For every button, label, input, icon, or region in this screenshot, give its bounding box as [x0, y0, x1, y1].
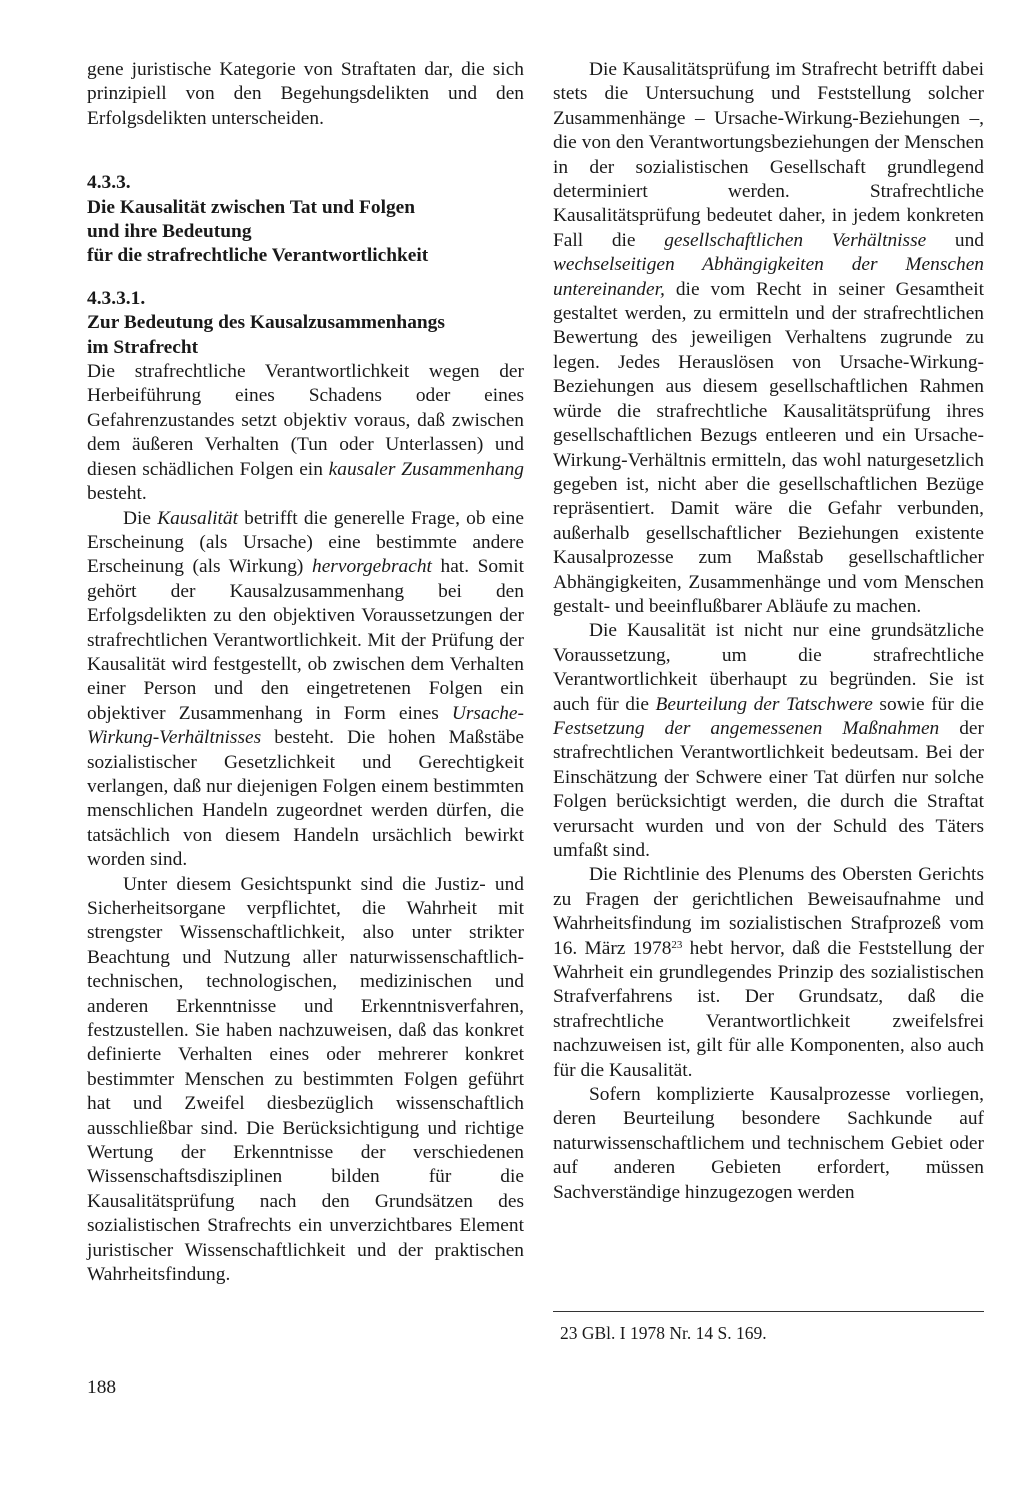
text-run: und	[926, 229, 985, 251]
text-run: hebt hervor, daß die Feststellung der Wahrheit ein grundlegendes Prinzip des sozialistischen Strafverfahrens ist. Der Grundsatz, daß die strafrechtliche Verantwortlichkeit zweifelsfrei nachzuweisen ist, gilt für alle Komponenten, also auch für die Kausalität.	[553, 937, 984, 1081]
right-column	[553, 58, 984, 1205]
section-title-line: für die strafrechtliche Verantwortlichkeit	[87, 245, 429, 267]
section-heading-4-3-3	[87, 171, 524, 269]
text-run: Die Richtlinie des Plenums des Obersten Gerichts zu Fragen der gerichtlichen Beweisaufnahme und Wahrheitsfindung im sozialistischen Strafprozeß vom 16. März 1978	[553, 864, 984, 959]
emphasis-text: wechselseitigen Abhängigkeiten der Menschen untereinander,	[553, 254, 984, 300]
section-number: 4.3.3.	[87, 172, 131, 194]
text-run: sowie für die	[872, 693, 985, 715]
section-heading-4-3-3-1	[87, 287, 524, 360]
text-run: die vom Recht in seiner Gesamtheit gestaltet werden, zu ermitteln und der strafrechtlichen Bewertung des jeweiligen Verhaltens zugrunde zu legen. Jedes Herauslösen von Ursache-Wirkung-Beziehungen aus diesem gesellschaftlichen Rahmen würde die strafrechtliche Kausalitätsprüfung ihres gesellschaftlichen Bezugs entleeren und ein Ursache-Wirkung-Verhältnis ermitteln, das wohl naturgesetzlich gegeben ist, nicht aber die gesellschaftlichen Bezüge repräsentiert. Damit wäre die Gefahr verbunden, außerhalb gesellschaftlicher Beziehungen existente Kausalprozesse zum Maßstab gesellschaftlicher Abhängigkeiten, Zusammenhänge und vom Menschen gestalt- und beeinflußbarer Abläufe zu machen.	[553, 278, 984, 617]
emphasis-text: Ursache-Wirkung-Verhältnisses	[87, 702, 524, 749]
body-paragraph	[553, 863, 984, 1083]
section-title-line: und ihre Bedeutung	[87, 221, 252, 243]
section-title-line: Zur Bedeutung des Kausalzusammenhangs	[87, 312, 445, 334]
text-run: betrifft die generelle Frage, ob eine Erscheinung (als Ursache) eine bestimmte andere Erscheinung (als Wirkung)	[87, 507, 524, 578]
emphasis-text: Festsetzung der angemessenen Maßnahmen	[553, 717, 940, 739]
footnote-reference: 23	[671, 938, 683, 951]
emphasis-text: gesellschaftlichen Verhältnisse	[664, 229, 927, 251]
page-number: 188	[87, 1377, 117, 1398]
body-paragraph	[553, 619, 984, 863]
paragraph-continuation: gene juristische Kategorie von Straftaten dar, die sich prinzipiell von den Begehungsdelikten und den Erfolgsdelikten unterscheiden.	[87, 59, 524, 129]
body-paragraph: Sofern komplizierte Kausalprozesse vorliegen, deren Beurteilung besondere Sachkunde auf naturwissenschaftlichem und technischem Gebiet oder auf anderen Gebieten erfordert, müssen Sachverständige hinzugezogen werden	[553, 1084, 984, 1203]
emphasis-text: Beurteilung der Tatschwere	[655, 693, 873, 715]
text-run: Die	[123, 507, 158, 529]
text-run: Die Kausalitätsprüfung im Strafrecht betrifft dabei stets die Untersuchung und Feststellung solcher Zusammenhänge – Ursache-Wirkung-Beziehungen –, die von den Verantwortungsbeziehungen der Menschen in der sozialistischen Gesellschaft grundlegend determiniert werden. Strafrechtliche Kausalitätsprüfung bedeutet daher, in jedem konkreten Fall die	[553, 59, 984, 251]
section-title-line: im Strafrecht	[87, 336, 199, 358]
body-paragraph	[553, 58, 984, 619]
text-run: besteht. Die hohen Maßstäbe sozialistischer Gesetzlichkeit und Gerechtigkeit verlangen, daß nur diejenigen Folgen einem bestimmten menschlichen Handeln zugeordnet werden dürfen, die tatsächlich von diesem Handeln ursächlich bewirkt worden sind.	[87, 727, 524, 871]
body-paragraph	[87, 360, 524, 506]
emphasis-text: hervorgebracht	[312, 556, 432, 578]
body-paragraph: Unter diesem Gesichtspunkt sind die Justiz- und Sicherheitsorgane verpflichtet, die Wahrheit mit strengster Wissenschaftlichkeit, also unter strikter Beachtung und Nutzung aller naturwissenschaftlich-technischen, technologischen, medizinischen und anderen Erkenntnisse und Erkenntnisverfahren, festzustellen. Sie haben nachzuweisen, daß das konkret definierte Verhalten eines oder mehrerer konkret bestimmter Menschen zu bestimmten Folgen geführt hat und Zweifel diesbezüglich wissenschaftlich ausschließbar sind. Die Berücksichtigung und richtige Wertung der Erkenntnisse der verschiedenen Wissenschaftsdisziplinen bilden für die Kausalitätsprüfung nach den Grundsätzen des sozialistischen Strafrechts ein unverzichtbares Element juristischer Wissenschaftlichkeit und der praktischen Wahrheitsfindung.	[87, 873, 524, 1286]
text-run: hat. Somit gehört der Kausalzusammenhang bei den Erfolgsdelikten zu den objektiven Voraussetzungen der strafrechtlichen Verantwortlichkeit. Mit der Prüfung der Kausalität wird festgestellt, ob zwischen dem Verhalten einer Person und den eingetretenen Folgen ein objektiver Zusammenhang in Form eines	[87, 556, 524, 724]
emphasis-text: kausaler Zusammenhang	[328, 458, 525, 480]
section-title-line: Die Kausalität zwischen Tat und Folgen	[87, 196, 416, 218]
section-number: 4.3.3.1.	[87, 287, 146, 309]
text-run: der strafrechtlichen Verantwortlichkeit bedeutsam. Bei der Einschätzung der Schwere einer Tat dürfen nur solche Folgen berücksichtigt werden, die durch die Straftat verursacht wurden und von der Schuld des Täters umfaßt sind.	[553, 717, 984, 861]
text-run: besteht.	[87, 483, 147, 505]
text-run: Die strafrechtliche Verantwortlichkeit wegen der Herbeiführung eines Schadens oder eines Gefahrenzustandes setzt objektiv voraus, daß zwischen dem äußeren Verhalten (Tun oder Unterlassen) und diesen schädlichen Folgen ein	[87, 361, 524, 480]
left-column	[87, 58, 524, 1288]
emphasis-text: Kausalität	[157, 507, 238, 529]
footnote-text: 23 GBl. I 1978 Nr. 14 S. 169.	[560, 1323, 767, 1343]
text-run: Die Kausalität ist nicht nur eine grundsätzliche Voraussetzung, um die strafrechtliche Verantwortlichkeit überhaupt zu begründen. Sie ist auch für die	[553, 620, 984, 715]
footnote-divider	[553, 1311, 984, 1312]
body-paragraph	[87, 507, 524, 873]
